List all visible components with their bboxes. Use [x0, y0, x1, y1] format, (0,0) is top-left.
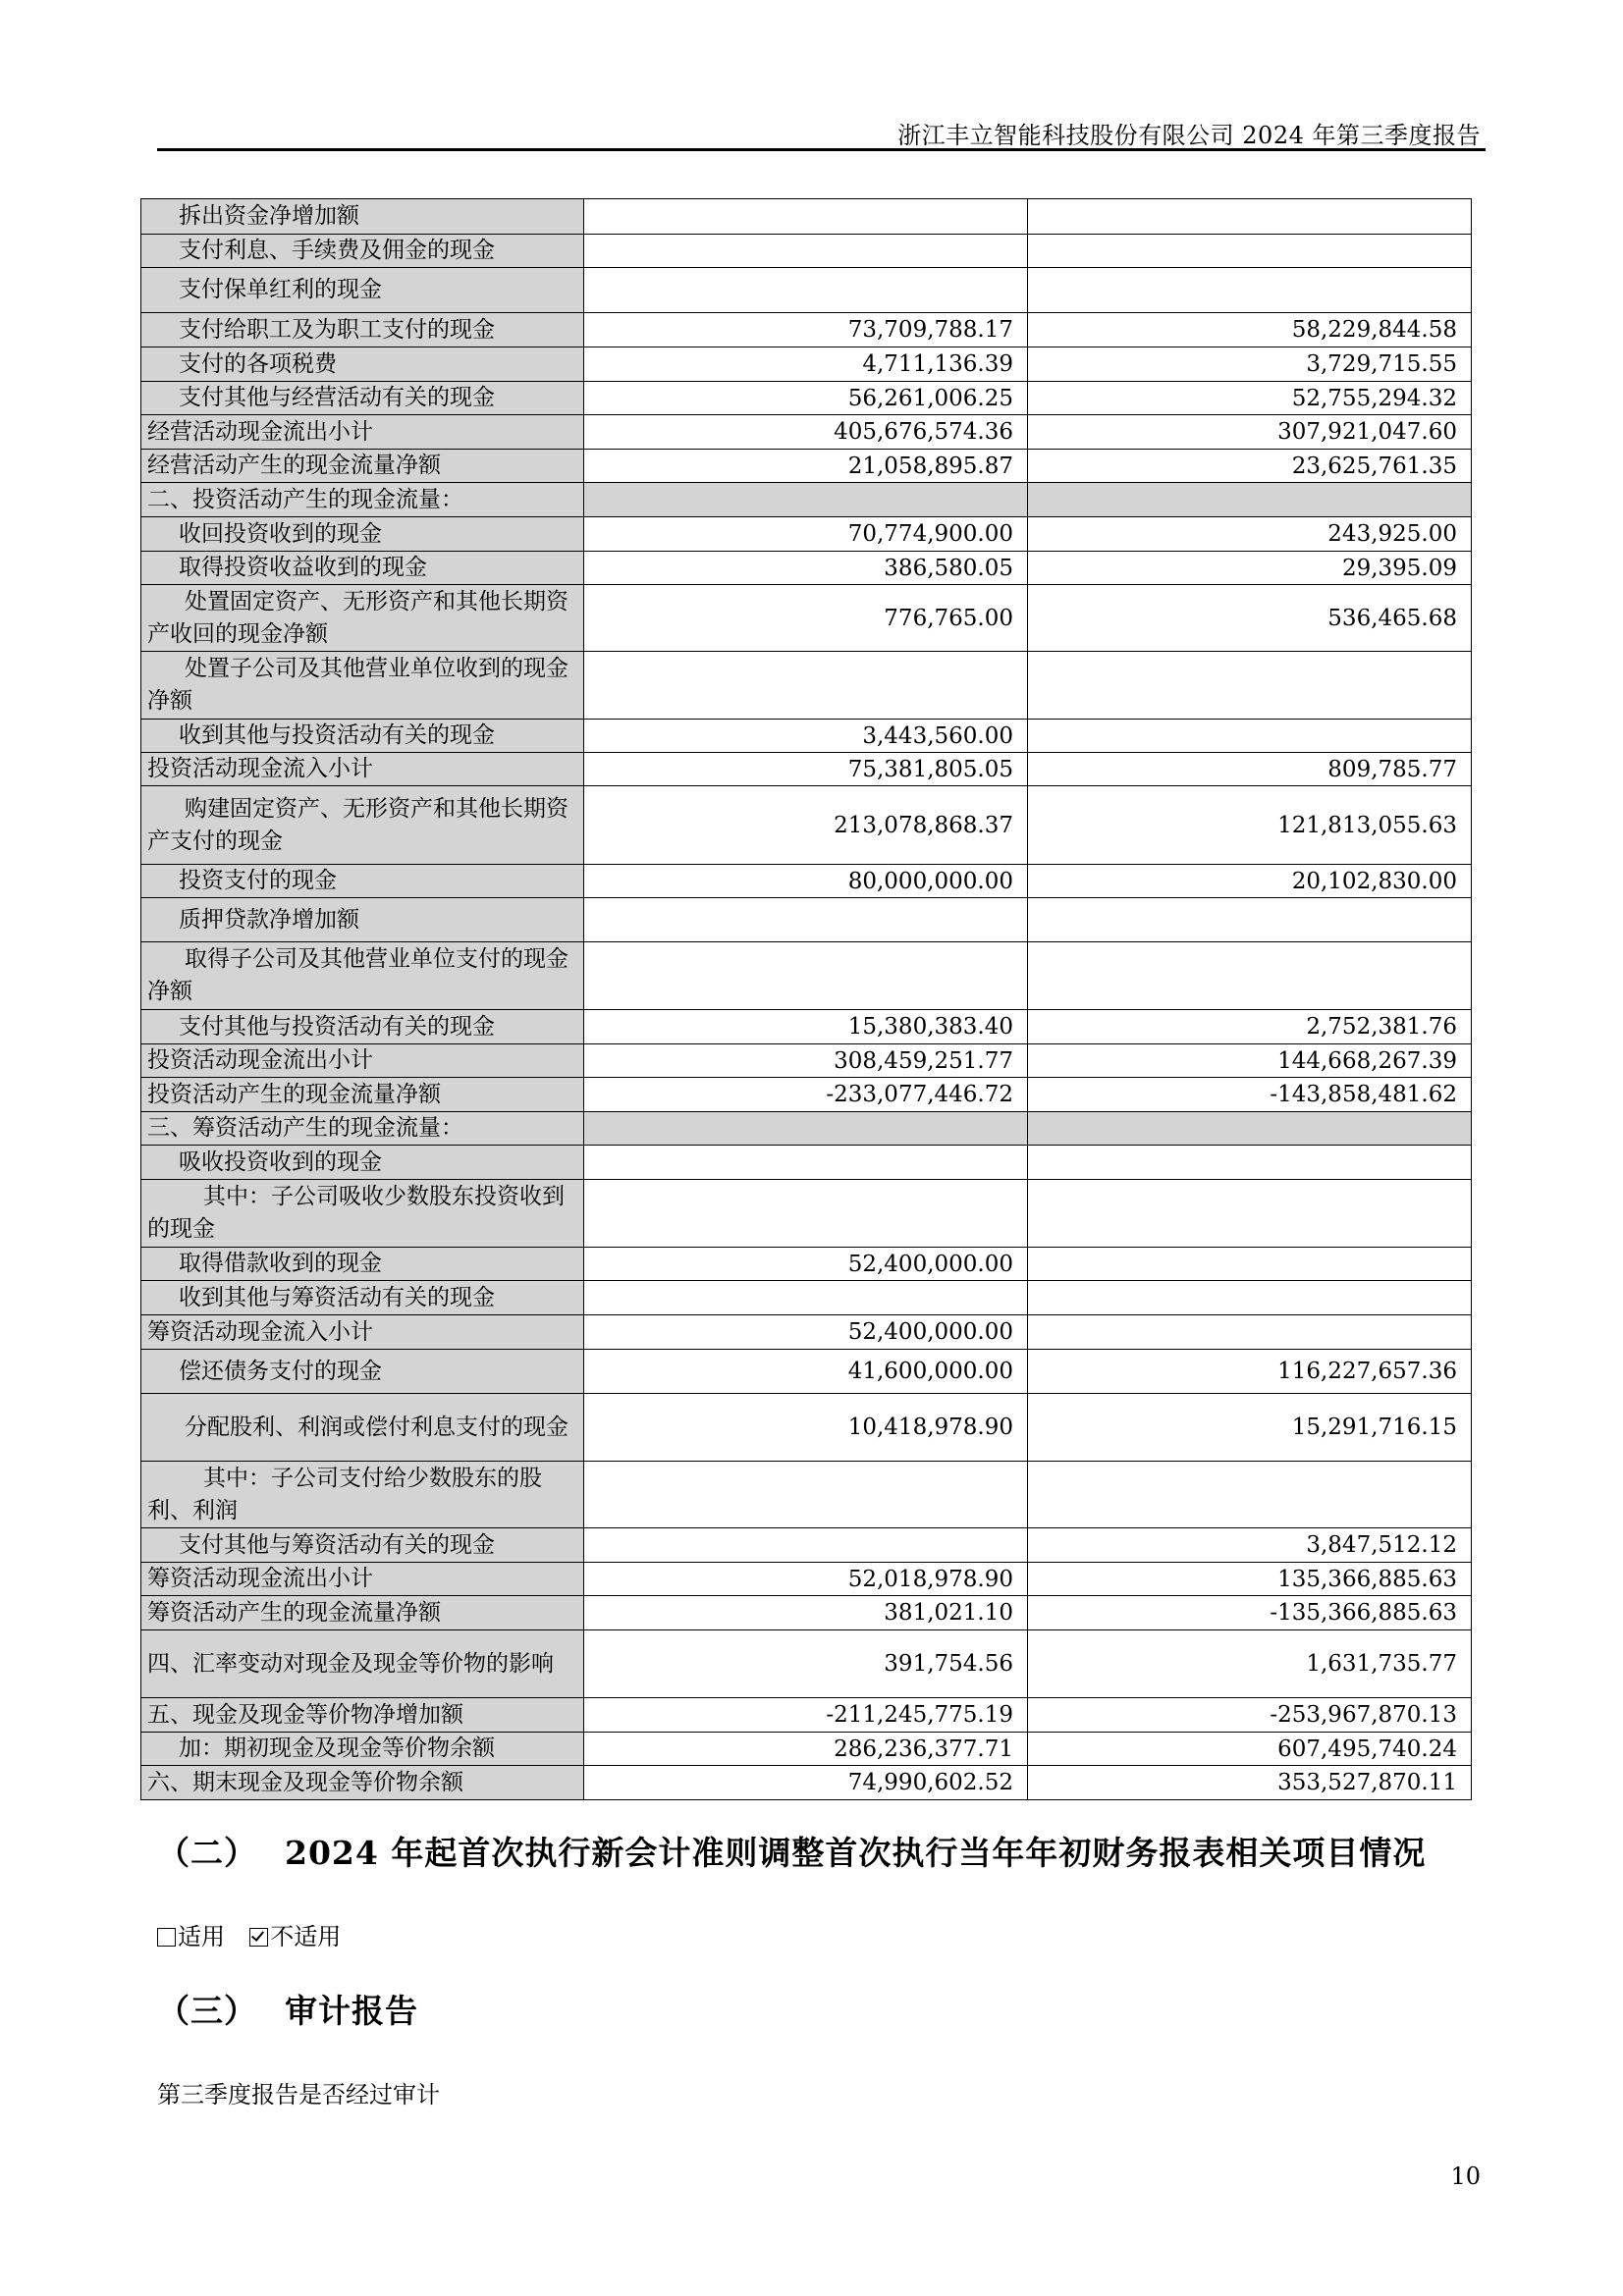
row-label: 投资支付的现金: [141, 865, 584, 898]
current-period-value: 10,418,978.90: [584, 1394, 1028, 1462]
table-row: [141, 1146, 1472, 1180]
row-label: 筹资活动现金流出小计: [141, 1563, 584, 1596]
prior-period-value: 29,395.09: [1028, 552, 1472, 585]
row-label: 经营活动产生的现金流量净额: [141, 450, 584, 483]
current-period-value: [584, 268, 1028, 313]
prior-period-value: [1028, 199, 1472, 235]
table-row: [141, 1010, 1472, 1044]
row-label: 处置固定资产、无形资产和其他长期资产收回的现金净额: [141, 585, 584, 652]
table-row: [141, 865, 1472, 898]
prior-period-value: [1028, 652, 1472, 720]
table-row: [141, 1766, 1472, 1800]
row-label: 支付其他与投资活动有关的现金: [141, 1010, 584, 1044]
row-label: 投资活动现金流入小计: [141, 753, 584, 786]
current-period-value: [584, 199, 1028, 235]
table-row: [141, 1630, 1472, 1698]
section-2-number: （二）: [157, 1834, 257, 1872]
table-row: [141, 1248, 1472, 1281]
current-period-value: 41,600,000.00: [584, 1350, 1028, 1394]
current-period-value: 52,400,000.00: [584, 1315, 1028, 1350]
row-label: 支付给职工及为职工支付的现金: [141, 313, 584, 347]
row-label: 收到其他与投资活动有关的现金: [141, 720, 584, 753]
current-period-value: -211,245,775.19: [584, 1698, 1028, 1733]
table-row: [141, 1078, 1472, 1112]
row-label: 五、现金及现金等价物净增加额: [141, 1698, 584, 1733]
current-period-value: [584, 235, 1028, 268]
row-label: 收到其他与筹资活动有关的现金: [141, 1281, 584, 1315]
prior-period-value: [1028, 1180, 1472, 1248]
current-period-value: 52,018,978.90: [584, 1563, 1028, 1596]
current-period-value: [584, 942, 1028, 1010]
option-applicable-label: 适用: [178, 1923, 225, 1950]
table-row: [141, 1698, 1472, 1733]
table-row: [141, 1044, 1472, 1078]
current-period-value: 75,381,805.05: [584, 753, 1028, 786]
row-label: 其中：子公司吸收少数股东投资收到的现金: [141, 1180, 584, 1248]
prior-period-value: [1028, 235, 1472, 268]
table-row: [141, 652, 1472, 720]
current-period-value: 213,078,868.37: [584, 786, 1028, 865]
current-period-value: 381,021.10: [584, 1596, 1028, 1630]
current-period-value: 391,754.56: [584, 1630, 1028, 1698]
current-period-value: [584, 1528, 1028, 1563]
current-period-value: 4,711,136.39: [584, 347, 1028, 382]
row-label: 分配股利、利润或偿付利息支付的现金: [141, 1394, 584, 1462]
table-row: [141, 585, 1472, 652]
current-period-value: [584, 483, 1028, 517]
table-row: [141, 1180, 1472, 1248]
prior-period-value: [1028, 720, 1472, 753]
prior-period-value: 809,785.77: [1028, 753, 1472, 786]
current-period-value: 70,774,900.00: [584, 517, 1028, 552]
current-period-value: [584, 1180, 1028, 1248]
table-row: [141, 199, 1472, 235]
prior-period-value: 58,229,844.58: [1028, 313, 1472, 347]
current-period-value: 21,058,895.87: [584, 450, 1028, 483]
prior-period-value: 144,668,267.39: [1028, 1044, 1472, 1078]
row-label: 三、筹资活动产生的现金流量：: [141, 1112, 584, 1146]
cash-flow-table: [140, 198, 1472, 1800]
table-row: [141, 942, 1472, 1010]
current-period-value: [584, 1146, 1028, 1180]
prior-period-value: [1028, 1281, 1472, 1315]
prior-period-value: 20,102,830.00: [1028, 865, 1472, 898]
row-label: 投资活动产生的现金流量净额: [141, 1078, 584, 1112]
prior-period-value: 135,366,885.63: [1028, 1563, 1472, 1596]
row-label: 四、汇率变动对现金及现金等价物的影响: [141, 1630, 584, 1698]
table-row: [141, 1281, 1472, 1315]
row-label: 支付保单红利的现金: [141, 268, 584, 313]
current-period-value: 776,765.00: [584, 585, 1028, 652]
prior-period-value: 3,729,715.55: [1028, 347, 1472, 382]
current-period-value: 3,443,560.00: [584, 720, 1028, 753]
prior-period-value: 307,921,047.60: [1028, 415, 1472, 450]
row-label: 质押贷款净增加额: [141, 898, 584, 942]
prior-period-value: [1028, 1248, 1472, 1281]
section-3-heading: [157, 1986, 418, 2032]
current-period-value: [584, 1281, 1028, 1315]
prior-period-value: [1028, 483, 1472, 517]
table-row: [141, 1315, 1472, 1350]
prior-period-value: 2,752,381.76: [1028, 1010, 1472, 1044]
applicability-options: [157, 1917, 341, 1951]
prior-period-value: 1,631,735.77: [1028, 1630, 1472, 1698]
row-label: 吸收投资收到的现金: [141, 1146, 584, 1180]
table-row: [141, 1350, 1472, 1394]
row-label: 二、投资活动产生的现金流量：: [141, 483, 584, 517]
prior-period-value: 3,847,512.12: [1028, 1528, 1472, 1563]
prior-period-value: [1028, 1315, 1472, 1350]
row-label: 支付其他与筹资活动有关的现金: [141, 1528, 584, 1563]
section-3-title: 审计报告: [285, 1992, 418, 2030]
header-title: 浙江丰立智能科技股份有限公司 2024 年第三季度报告: [897, 122, 1481, 149]
row-label: 支付利息、手续费及佣金的现金: [141, 235, 584, 268]
table-row: [141, 450, 1472, 483]
table-row: [141, 1528, 1472, 1563]
section-heading-row: [141, 483, 1472, 517]
section-2-title: 2024 年起首次执行新会计准则调整首次执行当年年初财务报表相关项目情况: [285, 1834, 1427, 1872]
prior-period-value: [1028, 1462, 1472, 1528]
table-row: [141, 753, 1472, 786]
header-rule: [157, 148, 1486, 151]
section-heading-row: [141, 1112, 1472, 1146]
prior-period-value: [1028, 942, 1472, 1010]
prior-period-value: 23,625,761.35: [1028, 450, 1472, 483]
option-not-applicable-label: 不适用: [270, 1923, 342, 1950]
prior-period-value: 353,527,870.11: [1028, 1766, 1472, 1800]
prior-period-value: 243,925.00: [1028, 517, 1472, 552]
table-row: [141, 235, 1472, 268]
prior-period-value: [1028, 898, 1472, 942]
row-label: 取得借款收到的现金: [141, 1248, 584, 1281]
prior-period-value: 121,813,055.63: [1028, 786, 1472, 865]
row-label: 支付其他与经营活动有关的现金: [141, 382, 584, 415]
table-row: [141, 415, 1472, 450]
row-label: 取得子公司及其他营业单位支付的现金净额: [141, 942, 584, 1010]
row-label: 支付的各项税费: [141, 347, 584, 382]
table-row: [141, 720, 1472, 753]
checked-checkbox-icon: [249, 1928, 268, 1947]
row-label: 六、期末现金及现金等价物余额: [141, 1766, 584, 1800]
section-2-heading: [157, 1828, 1426, 1874]
current-period-value: 405,676,574.36: [584, 415, 1028, 450]
table-row: [141, 552, 1472, 585]
current-period-value: 286,236,377.71: [584, 1733, 1028, 1766]
current-period-value: 73,709,788.17: [584, 313, 1028, 347]
section-3-number: （三）: [157, 1992, 257, 2030]
current-period-value: 56,261,006.25: [584, 382, 1028, 415]
current-period-value: [584, 652, 1028, 720]
table-row: [141, 517, 1472, 552]
current-period-value: -233,077,446.72: [584, 1078, 1028, 1112]
row-label: 处置子公司及其他营业单位收到的现金净额: [141, 652, 584, 720]
current-period-value: [584, 1462, 1028, 1528]
row-label: 经营活动现金流出小计: [141, 415, 584, 450]
prior-period-value: 52,755,294.32: [1028, 382, 1472, 415]
prior-period-value: 15,291,716.15: [1028, 1394, 1472, 1462]
unchecked-checkbox-icon: [157, 1928, 176, 1947]
row-label: 其中：子公司支付给少数股东的股利、利润: [141, 1462, 584, 1528]
prior-period-value: [1028, 268, 1472, 313]
current-period-value: 386,580.05: [584, 552, 1028, 585]
prior-period-value: [1028, 1112, 1472, 1146]
page-number: 10: [1450, 2163, 1481, 2190]
table-row: [141, 313, 1472, 347]
row-label: 偿还债务支付的现金: [141, 1350, 584, 1394]
row-label: 筹资活动产生的现金流量净额: [141, 1596, 584, 1630]
current-period-value: [584, 1112, 1028, 1146]
row-label: 加：期初现金及现金等价物余额: [141, 1733, 584, 1766]
current-period-value: 52,400,000.00: [584, 1248, 1028, 1281]
row-label: 取得投资收益收到的现金: [141, 552, 584, 585]
table-row: [141, 786, 1472, 865]
table-row: [141, 347, 1472, 382]
table-row: [141, 382, 1472, 415]
current-period-value: [584, 898, 1028, 942]
table-row: [141, 1462, 1472, 1528]
row-label: 拆出资金净增加额: [141, 199, 584, 235]
table-row: [141, 898, 1472, 942]
table-row: [141, 1596, 1472, 1630]
prior-period-value: -143,858,481.62: [1028, 1078, 1472, 1112]
current-period-value: 74,990,602.52: [584, 1766, 1028, 1800]
current-period-value: 80,000,000.00: [584, 865, 1028, 898]
row-label: 筹资活动现金流入小计: [141, 1315, 584, 1350]
table-row: [141, 1563, 1472, 1596]
table-row: [141, 268, 1472, 313]
prior-period-value: -135,366,885.63: [1028, 1596, 1472, 1630]
table-row: [141, 1394, 1472, 1462]
prior-period-value: 607,495,740.24: [1028, 1733, 1472, 1766]
current-period-value: 15,380,383.40: [584, 1010, 1028, 1044]
prior-period-value: -253,967,870.13: [1028, 1698, 1472, 1733]
row-label: 收回投资收到的现金: [141, 517, 584, 552]
row-label: 购建固定资产、无形资产和其他长期资产支付的现金: [141, 786, 584, 865]
table-row: [141, 1733, 1472, 1766]
prior-period-value: 116,227,657.36: [1028, 1350, 1472, 1394]
audit-question-text: 第三季度报告是否经过审计: [157, 2081, 440, 2109]
current-period-value: 308,459,251.77: [584, 1044, 1028, 1078]
prior-period-value: 536,465.68: [1028, 585, 1472, 652]
prior-period-value: [1028, 1146, 1472, 1180]
row-label: 投资活动现金流出小计: [141, 1044, 584, 1078]
